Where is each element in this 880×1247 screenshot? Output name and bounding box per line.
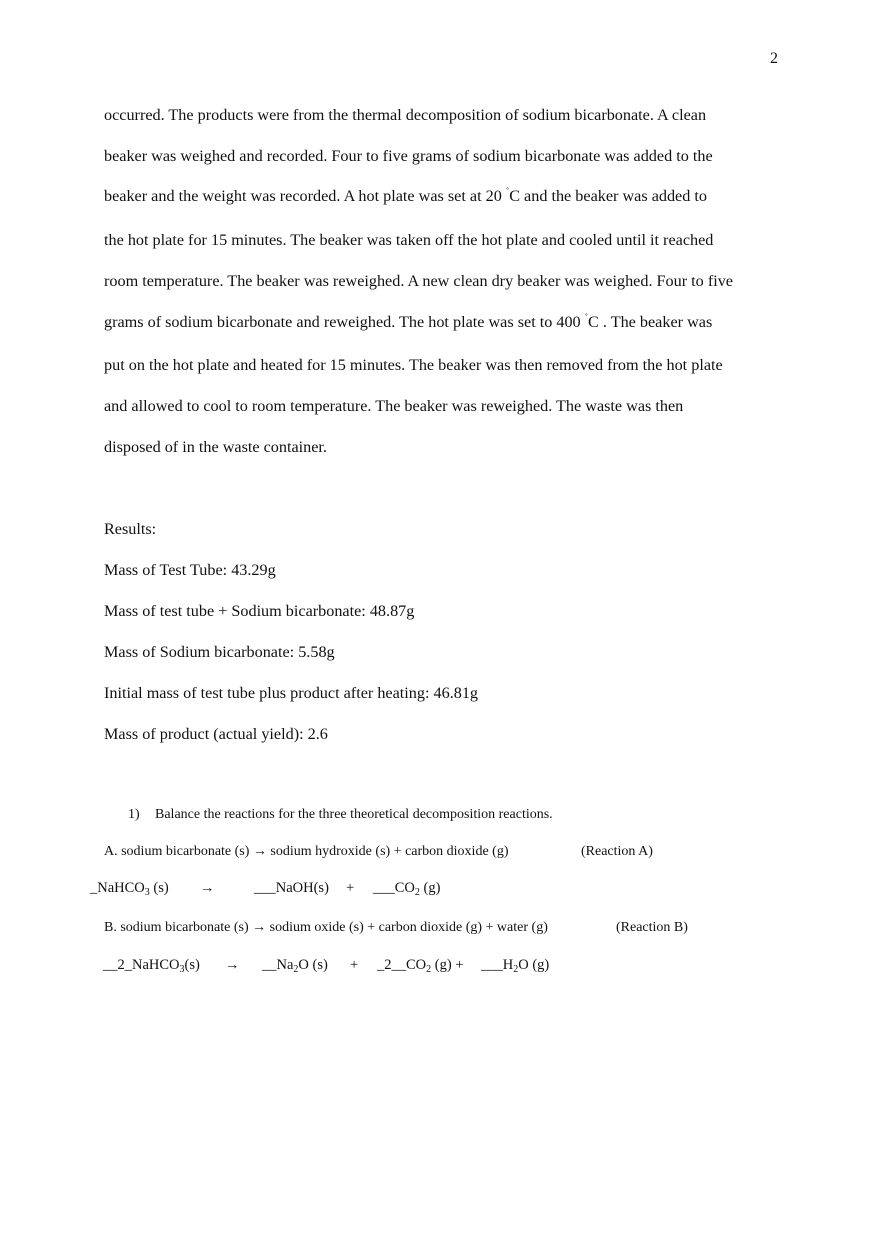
subscript: 2 bbox=[414, 887, 420, 898]
product-formula: ___NaOH(s) bbox=[254, 880, 329, 896]
procedure-line bbox=[104, 313, 712, 332]
formula-text: __2_NaHCO bbox=[103, 957, 180, 973]
results-item: Initial mass of test tube plus product after heating: 46.81g bbox=[104, 684, 479, 702]
plus-sign: + bbox=[346, 880, 355, 896]
state-label: O (s) bbox=[298, 957, 328, 973]
results-item: Mass of test tube + Sodium bicarbonate: 48.87g bbox=[104, 602, 415, 620]
formula-text: _2__CO bbox=[377, 957, 427, 973]
results-item: Mass of product (actual yield): 2.6 bbox=[104, 725, 328, 743]
formula-text: __Na bbox=[262, 957, 294, 973]
degree-symbol: ˚ bbox=[505, 187, 510, 198]
subscript: 3 bbox=[144, 887, 150, 898]
procedure-line-text: C . The beaker was bbox=[588, 313, 713, 331]
reaction-arrow: → bbox=[200, 880, 215, 896]
state-label: (s) bbox=[149, 880, 169, 896]
question-number: 1) bbox=[128, 807, 140, 822]
plus-sign: + bbox=[350, 957, 359, 973]
subscript: 2 bbox=[513, 964, 519, 975]
reaction-a-equation bbox=[90, 880, 169, 898]
state-label: (s) bbox=[184, 957, 200, 973]
results-item: Mass of Sodium bicarbonate: 5.58g bbox=[104, 643, 335, 661]
question-text: Balance the reactions for the three theoretical decomposition reactions. bbox=[155, 807, 553, 822]
procedure-line: and allowed to cool to room temperature. The beaker was reweighed. The waste was then bbox=[104, 397, 684, 415]
product-formula bbox=[373, 880, 440, 898]
degree-symbol: ˚ bbox=[584, 313, 589, 324]
reaction-b-description: B. sodium bicarbonate (s) → sodium oxide (s) + carbon dioxide (g) + water (g) bbox=[104, 920, 548, 935]
formula-text: ___H bbox=[481, 957, 514, 973]
product-formula bbox=[262, 957, 328, 975]
procedure-line bbox=[104, 187, 707, 206]
procedure-line-text: beaker and the weight was recorded. A hot plate was set at 20 bbox=[104, 187, 502, 205]
procedure-line: the hot plate for 15 minutes. The beaker was taken off the hot plate and cooled until it reached bbox=[104, 231, 714, 249]
procedure-line: disposed of in the waste container. bbox=[104, 438, 327, 456]
procedure-line: occurred. The products were from the thermal decomposition of sodium bicarbonate. A clean bbox=[104, 106, 707, 124]
reaction-a-description: A. sodium bicarbonate (s) → sodium hydroxide (s) + carbon dioxide (g) bbox=[104, 844, 509, 859]
subscript: 2 bbox=[293, 964, 299, 975]
results-item: Mass of Test Tube: 43.29g bbox=[104, 561, 276, 579]
subscript: 2 bbox=[426, 964, 432, 975]
reaction-a-label: (Reaction A) bbox=[581, 844, 653, 859]
page-number: 2 bbox=[770, 50, 778, 67]
reaction-arrow: → bbox=[225, 957, 240, 973]
procedure-line-text: C and the beaker was added to bbox=[509, 187, 707, 205]
subscript: 3 bbox=[179, 964, 185, 975]
results-heading: Results: bbox=[104, 520, 157, 538]
product-formula bbox=[377, 957, 464, 975]
state-label: O (g) bbox=[518, 957, 550, 973]
product-formula bbox=[481, 957, 549, 975]
procedure-line-text: grams of sodium bicarbonate and reweighed. The hot plate was set to 400 bbox=[104, 313, 581, 331]
state-label: (g) + bbox=[431, 957, 464, 973]
reactant-formula: _NaHCO bbox=[90, 880, 145, 896]
state-label: (g) bbox=[419, 880, 441, 896]
reactant-formula bbox=[103, 957, 200, 975]
procedure-line: beaker was weighed and recorded. Four to five grams of sodium bicarbonate was added to the bbox=[104, 147, 713, 165]
reaction-b-label: (Reaction B) bbox=[616, 920, 688, 935]
procedure-line: room temperature. The beaker was reweighed. A new clean dry beaker was weighed. Four to five bbox=[104, 272, 733, 290]
procedure-line: put on the hot plate and heated for 15 minutes. The beaker was then removed from the hot plate bbox=[104, 356, 723, 374]
formula-text: ___CO bbox=[373, 880, 415, 896]
